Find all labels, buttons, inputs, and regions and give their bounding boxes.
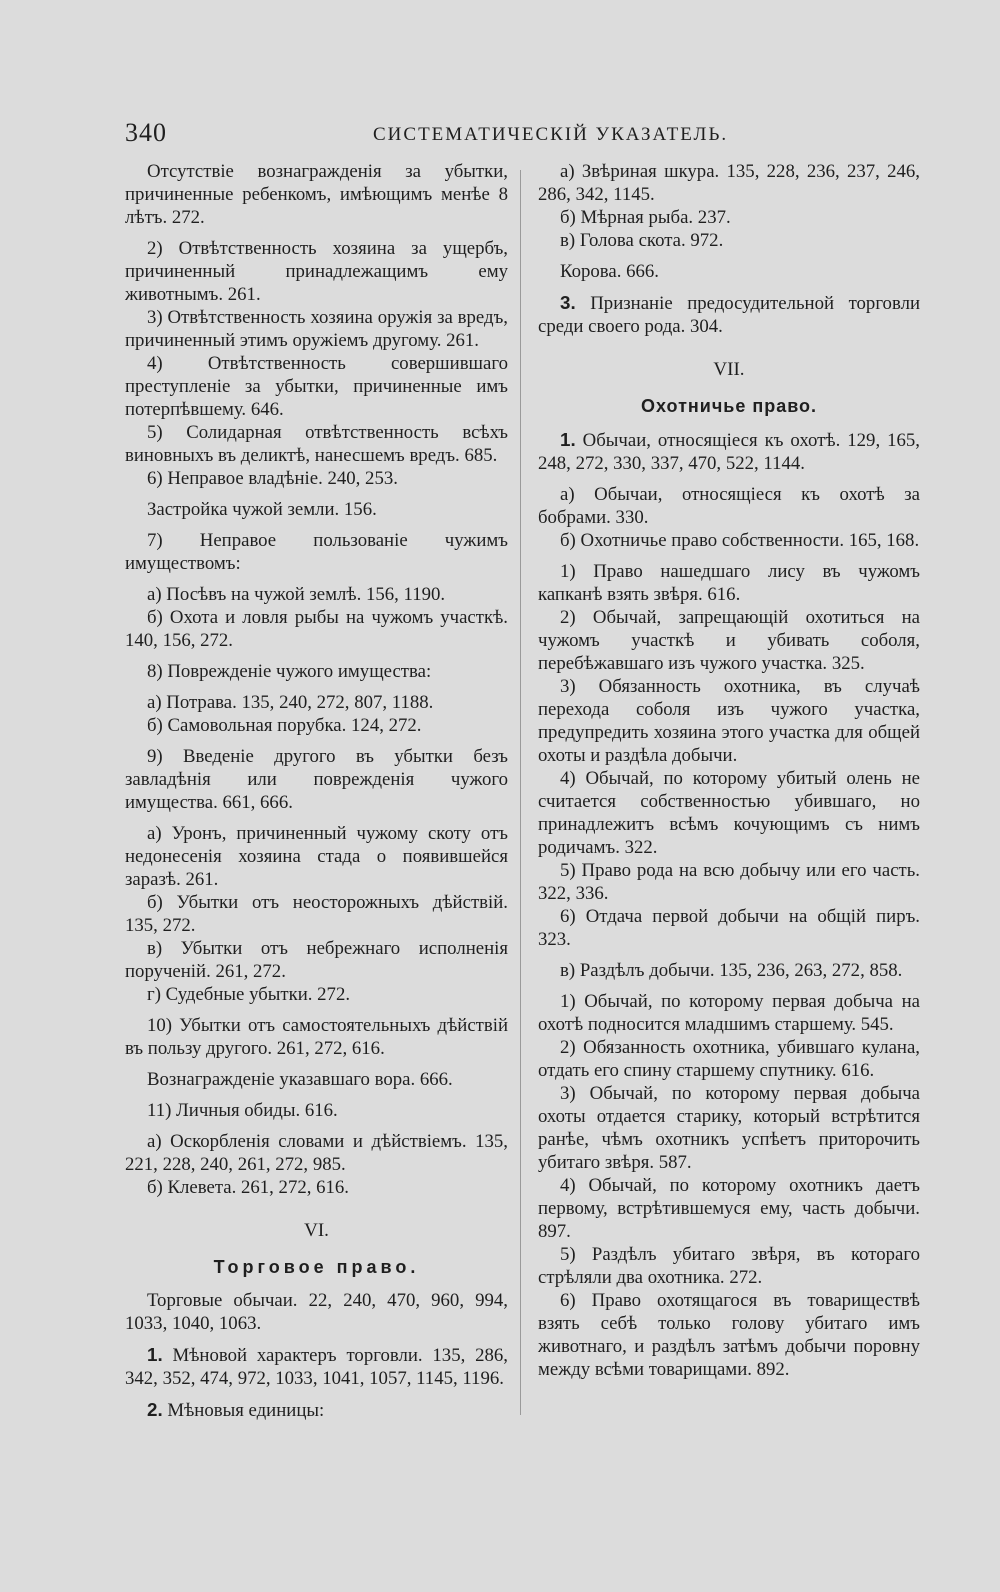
section-number: VI. (304, 1220, 329, 1241)
entry-number: 2. (147, 1399, 163, 1420)
index-entry: а) Посѣвъ на чужой землѣ. 156, 1190. (147, 584, 446, 605)
index-entry: б) Самовольная порубка. 124, 272. (147, 715, 422, 736)
index-entry: 9) Введеніе другого въ убытки безъ завладѣнія или поврежденія чужого имущества. 661, 666. (125, 746, 508, 813)
index-entry: а) Звѣриная шкура. 135, 228, 236, 237, 246, 286, 342, 1145. (538, 161, 920, 205)
index-entry: в) Раздѣлъ добычи. 135, 236, 263, 272, 858. (560, 960, 903, 981)
entry-text: Мѣновой характеръ торговли. 135, 286, 342, 352, 474, 972, 1033, 1041, 1057, 1145, 1196. (125, 1345, 509, 1389)
index-entry: Торговые обычаи. 22, 240, 470, 960, 994, 1033, 1040, 1063. (125, 1290, 508, 1334)
index-entry: а) Оскорбленія словами и дѣйствіемъ. 135, 221, 228, 240, 261, 272, 985. (125, 1131, 508, 1175)
running-title: СИСТЕМАТИЧЕСКІЙ УКАЗАТЕЛЬ. (373, 124, 729, 145)
index-entry: г) Судебные убытки. 272. (147, 984, 351, 1005)
index-entry: 4) Отвѣтственность совершившаго преступленіе за убытки, причиненные имъ потерпѣвшему. 646. (125, 353, 508, 420)
index-entry: 6) Неправое владѣніе. 240, 253. (147, 468, 398, 489)
entry-number: 1. (560, 429, 576, 450)
index-entry: в) Убытки отъ небрежнаго исполненія порученій. 261, 272. (125, 938, 508, 982)
index-entry: 3) Обычай, по которому первая добыча охоты отдается старику, который встрѣтится ранѣе, чѣмъ охотникъ успѣетъ приторочить убитаго звѣря. 587. (538, 1083, 920, 1173)
index-entry: 10) Убытки отъ самостоятельныхъ дѣйствій въ пользу другого. 261, 272, 616. (125, 1015, 508, 1059)
index-entry: б) Охотничье право собственности. 165, 168. (560, 530, 920, 551)
index-entry: в) Голова скота. 972. (560, 230, 724, 251)
index-entry: Вознагражденіе указавшаго вора. 666. (147, 1069, 453, 1090)
index-entry: 1) Обычай, по которому первая добыча на охотѣ подносится младшимъ старшему. 545. (538, 991, 920, 1035)
index-entry: 6) Отдача первой добычи на общій пиръ. 323. (538, 906, 920, 950)
index-entry (125, 1398, 508, 1422)
index-entry: Застройка чужой земли. 156. (147, 499, 377, 520)
index-entry: б) Мѣрная рыба. 237. (560, 207, 731, 228)
section-title: Торговое право. (213, 1257, 420, 1277)
entry-text: Признаніе предосудительной торговли среди своего рода. 304. (538, 293, 920, 337)
index-entry: б) Клевета. 261, 272, 616. (147, 1177, 349, 1198)
section-title: Охотничье право. (640, 396, 818, 416)
index-entry (538, 291, 920, 338)
page-number: 340 (125, 118, 167, 147)
index-entry: 7) Неправое пользованіе чужимъ имуществомъ: (125, 530, 508, 574)
index-entry: 4) Обычай, по которому убитый олень не считается собственностью убившаго, но принадлежитъ всѣмъ кочующимъ съ нимъ родичамъ. 322. (538, 768, 920, 858)
index-entry: 6) Право охотящагося въ товариществѣ взять себѣ только голову убитаго имъ животнаго, и раздѣлъ затѣмъ добычи поровну между всѣми товарищами. 892. (538, 1290, 920, 1380)
entry-number: 1. (147, 1344, 163, 1365)
index-entry: 2) Обязанность охотника, убившаго кулана, отдать его спину старшему спутнику. 616. (538, 1037, 920, 1081)
index-entry: а) Обычаи, относящіеся къ охотѣ за бобрами. 330. (538, 484, 920, 528)
entry-number: 3. (560, 292, 576, 313)
index-entry: 5) Солидарная отвѣтственность всѣхъ виновныхъ въ деликтѣ, нанесшемъ вредъ. 685. (125, 422, 508, 466)
index-entry: 2) Отвѣтственность хозяина за ущербъ, причиненный принадлежащимъ ему животнымъ. 261. (125, 238, 508, 305)
column-divider (520, 170, 521, 1415)
index-entry: 4) Обычай, по которому охотникъ даетъ первому, встрѣтившемуся ему, часть добычи. 897. (538, 1175, 920, 1242)
page-header (125, 118, 920, 158)
right-column (538, 160, 920, 1381)
index-entry: 3) Отвѣтственность хозяина оружія за вредъ, причиненный этимъ оружіемъ другому. 261. (125, 307, 508, 351)
index-entry: 5) Право рода на всю добычу или его часть. 322, 336. (538, 860, 920, 904)
index-entry: 11) Личныя обиды. 616. (147, 1100, 338, 1121)
index-entry: 1) Право нашедшаго лису въ чужомъ капканѣ взять звѣря. 616. (538, 561, 920, 605)
index-entry: Отсутствіе вознагражденія за убытки, причиненные ребенкомъ, имѣющимъ менѣе 8 лѣтъ. 272. (125, 161, 508, 228)
index-entry (125, 1343, 508, 1390)
index-entry: 2) Обычай, запрещающій охотиться на чужомъ участкѣ и убивать соболя, перебѣжавшаго изъ чужого участка. 325. (538, 607, 920, 674)
entry-text: Обычаи, относящіеся къ охотѣ. 129, 165, 248, 272, 330, 337, 470, 522, 1144. (538, 430, 920, 474)
left-column (125, 160, 508, 1422)
index-entry: Корова. 666. (560, 261, 659, 282)
index-entry (538, 428, 920, 475)
index-entry: 8) Поврежденіе чужого имущества: (147, 661, 432, 682)
index-entry: б) Убытки отъ неосторожныхъ дѣйствій. 135, 272. (125, 892, 508, 936)
index-entry: а) Уронъ, причиненный чужому скоту отъ недонесенія хозяина стада о появившейся заразѣ. 261. (125, 823, 508, 890)
index-entry: 3) Обязанность охотника, въ случаѣ перехода соболя изъ чужого участка, предупредить хозяина этого участка для общей охоты и раздѣла добычи. (538, 676, 920, 766)
index-entry: б) Охота и ловля рыбы на чужомъ участкѣ. 140, 156, 272. (125, 607, 508, 651)
entry-text: Мѣновыя единицы: (167, 1400, 325, 1421)
section-number: VII. (713, 359, 745, 380)
index-entry: а) Потрава. 135, 240, 272, 807, 1188. (147, 692, 434, 713)
index-entry: 5) Раздѣлъ убитаго звѣря, въ котораго стрѣляли два охотника. 272. (538, 1244, 920, 1288)
